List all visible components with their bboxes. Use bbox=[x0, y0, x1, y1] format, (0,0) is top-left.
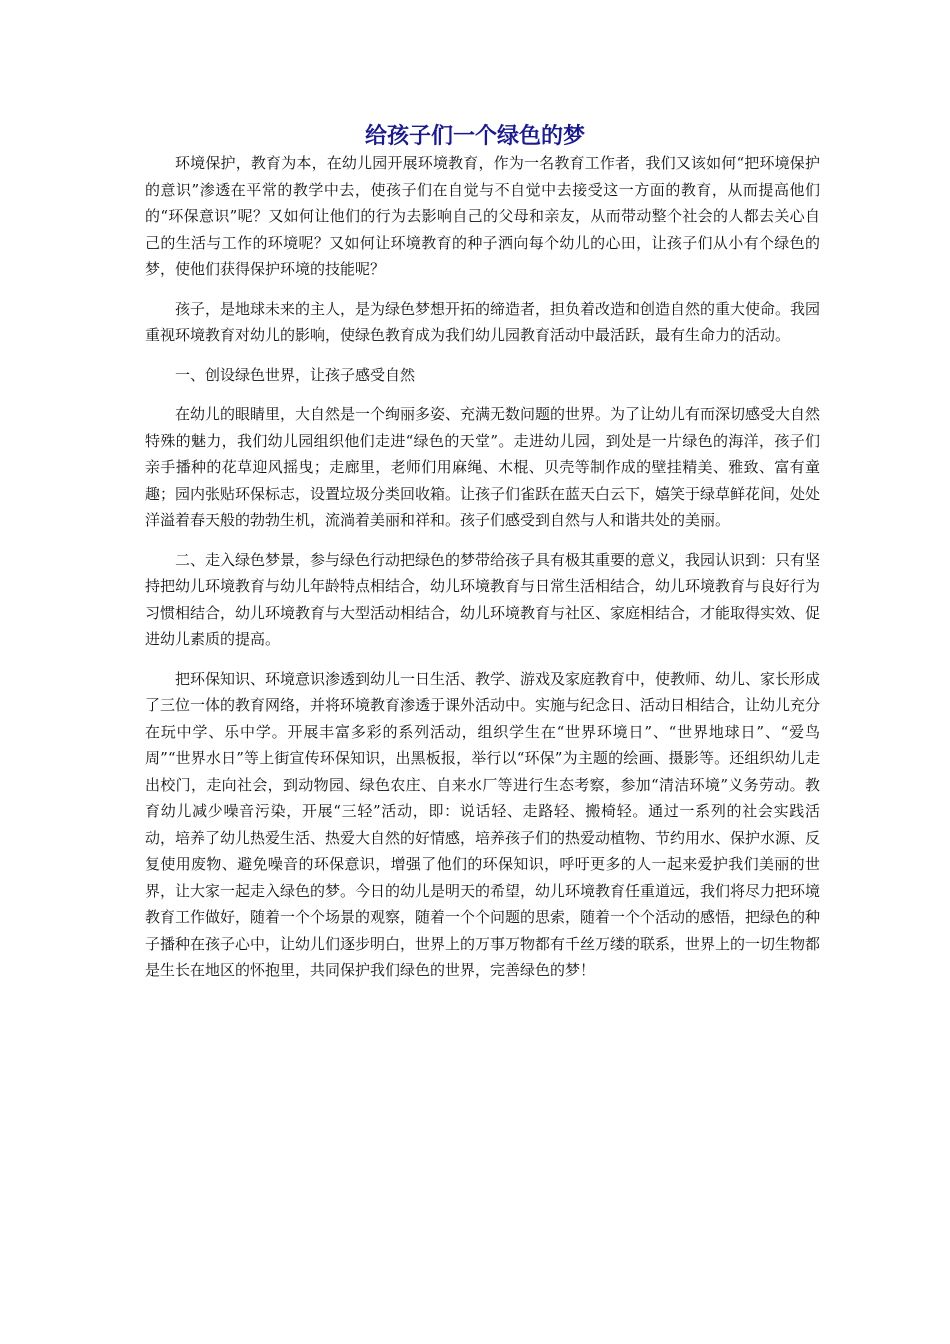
paragraph-children-future: 孩子，是地球未来的主人，是为绿色梦想开拓的缔造者，担负着改造和创造自然的重大使命。我园重视环境教育对幼儿的影响，使绿色教育成为我们幼儿园教育活动中最活跃，最有生命力的活动。 bbox=[145, 299, 821, 344]
paragraph-green-dream: 二、走入绿色梦景，参与绿色行动把绿色的梦带给孩子具有极其重要的意义，我园认识到：只有坚持把幼儿环境教育与幼儿年龄特点相结合，幼儿环境教育与日常生活相结合，幼儿环境教育与良好行为习惯相结合，幼儿环境教育与大型活动相结合，幼儿环境教育与社区、家庭相结合，才能取得实效、促进幼儿素质的提高。 bbox=[145, 550, 821, 648]
document-body bbox=[145, 150, 820, 997]
section-heading-green-world: 一、创设绿色世界，让孩子感受自然 bbox=[175, 365, 416, 384]
paragraph-nature: 在幼儿的眼睛里，大自然是一个绚丽多姿、充满无数问题的世界。为了让幼儿有而深切感受大自然特殊的魅力，我们幼儿园组织他们走进“绿色的天堂”。走进幼儿园，到处是一片绿色的海洋，孩子们亲手播种的花草迎风摇曳；走廊里，老师们用麻绳、木棍、贝壳等制作成的壁挂精美、雅致、富有童趣；园内张贴环保标志，设置垃圾分类回收箱。让孩子们雀跃在蓝天白云下，嬉笑于绿草鲜花间，处处洋溢着春天般的勃勃生机，流淌着美丽和祥和。孩子们感受到自然与人和谐共处的美丽。 bbox=[145, 405, 821, 529]
paragraph-intro: 环境保护，教育为本，在幼儿园开展环境教育，作为一名教育工作者，我们又该如何“把环境保护的意识”渗透在平常的教学中去，使孩子们在自觉与不自觉中去接受这一方面的教育，从而提高他们的“环保意识”呢？又如何让他们的行为去影响自己的父母和亲友，从而带动整个社会的人都去关心自己的生活与工作的环境呢？又如何让环境教育的种子洒向每个幼儿的心田，让孩子们从小有个绿色的梦，使他们获得保护环境的技能呢？ bbox=[145, 154, 820, 278]
paragraph-activities: 把环保知识、环境意识渗透到幼儿一日生活、教学、游戏及家庭教育中，使教师、幼儿、家长形成了三位一体的教育网络，并将环境教育渗透于课外活动中。实施与纪念日、活动日相结合，让幼儿充分在玩中学、乐中学。开展丰富多彩的系列活动，组织学生在“世界环境日”、“世界地球日”、“爱鸟周”“世界水日”等上街宣传环保知识，出黑板报，举行以“环保”为主题的绘画、摄影等。还组织幼儿走出校门，走向社会，到动物园、绿色农庄、自来水厂等进行生态考察，参加“清洁环境”义务劳动。教育幼儿减少噪音污染，开展“三轻”活动，即：说话轻、走路轻、搬椅轻。通过一系列的社会实践活动，培养了幼儿热爱生活、热爱大自然的好情感，培养孩子们的热爱动植物、节约用水、保护水源、反复使用废物、避免噪音的环保意识，增强了他们的环保知识，呼吁更多的人一起来爱护我们美丽的世界，让大家一起走入绿色的梦。今日的幼儿是明天的希望，幼儿环境教育任重道远，我们将尽力把环境教育工作做好，随着一个个场景的观察，随着一个个问题的思索，随着一个个活动的感悟，把绿色的种子播种在孩子心中，让幼儿们逐步明白，世界上的万事万物都有千丝万缕的联系，世界上的一切生物都是生长在地区的怀抱里，共同保护我们绿色的世界，完善绿色的梦！ bbox=[145, 669, 821, 979]
document-title: 给孩子们一个绿色的梦 bbox=[364, 123, 585, 149]
